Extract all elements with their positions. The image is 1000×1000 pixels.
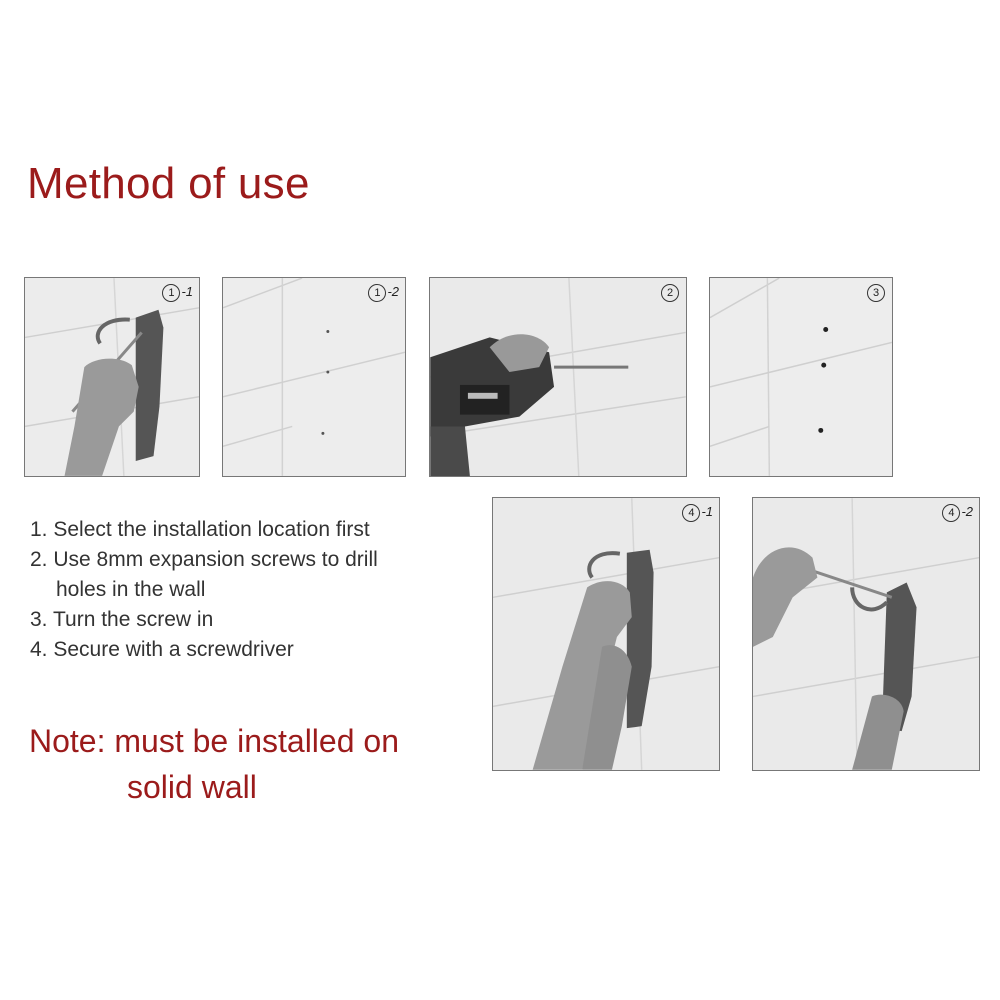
screw-in-photo	[493, 498, 719, 770]
step-image-2	[429, 277, 687, 477]
wall-mount-photo	[25, 278, 199, 476]
step-badge-3: 3	[867, 284, 886, 302]
step-badge-4-1: 4 -1	[682, 504, 713, 522]
note-line-1: Note: must be installed on	[29, 723, 399, 759]
step-badge-4-2: 4 -2	[942, 504, 973, 522]
instruction-step-2-cont: holes in the wall	[56, 578, 206, 601]
page-title: Method of use	[27, 159, 310, 208]
instruction-step-1: 1. Select the installation location first	[30, 518, 370, 541]
note-line-2: solid wall	[127, 769, 257, 805]
step-badge-2: 2	[661, 284, 680, 302]
instruction-step-2: 2. Use 8mm expansion screws to drill	[30, 548, 378, 571]
step-image-3	[709, 277, 893, 477]
drilling-photo	[430, 278, 686, 476]
step-badge-1-1: 1 -1	[162, 284, 193, 302]
instruction-list	[30, 515, 378, 665]
step-image-1-2	[222, 277, 406, 477]
step-image-4-2	[752, 497, 980, 771]
instruction-step-4: 4. Secure with a screwdriver	[30, 638, 294, 661]
step-image-1-1	[24, 277, 200, 477]
step-image-4-1	[492, 497, 720, 771]
step-badge-1-2: 1 -2	[368, 284, 399, 302]
installation-note	[29, 718, 399, 810]
drilled-holes-photo	[710, 278, 892, 476]
instruction-step-3: 3. Turn the screw in	[30, 608, 214, 631]
marked-wall-photo	[223, 278, 405, 476]
screwdriver-photo	[753, 498, 979, 770]
